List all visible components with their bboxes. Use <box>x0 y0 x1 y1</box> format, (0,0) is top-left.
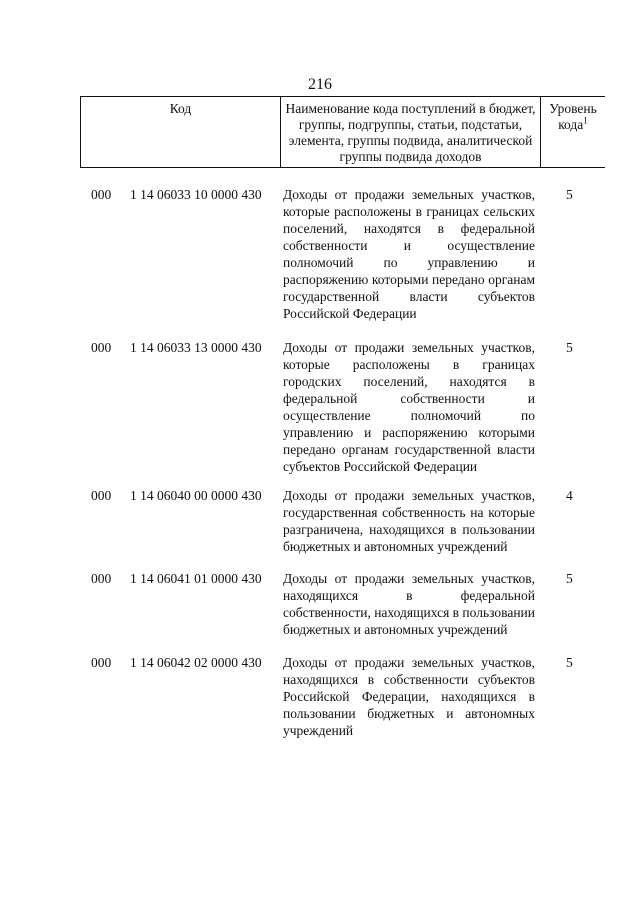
row-level: 5 <box>566 655 573 670</box>
row-description: Доходы от продажи земельных участков, находящихся в федеральной собственности, находящихся в пользовании бюджетных и автономных учреждений <box>283 571 535 637</box>
row-prefix: 000 <box>91 340 112 355</box>
row-description: Доходы от продажи земельных участков, которые расположены в границах сельских поселений, находятся в федеральной собственности и осуществление полномочий по управлению и распоряжению которыми передано органам государственной власти субъектов Российской Федерации <box>283 187 535 321</box>
row-code: 1 14 06033 13 0000 430 <box>130 340 262 355</box>
header-code-label: Код <box>169 101 192 116</box>
header-level-cell <box>541 97 605 167</box>
page-number: 216 <box>308 76 332 93</box>
row-description: Доходы от продажи земельных участков, государственная собственность на которые разграничена, находящихся в пользовании бюджетных и автономных учреждений <box>283 488 535 554</box>
row-prefix: 000 <box>91 655 112 670</box>
header-name-cell <box>281 97 541 167</box>
row-level: 4 <box>566 488 573 503</box>
row-level: 5 <box>566 571 573 586</box>
row-code: 1 14 06033 10 0000 430 <box>130 187 262 202</box>
row-level: 5 <box>566 340 573 355</box>
table-header <box>80 96 605 168</box>
row-code: 1 14 06041 01 0000 430 <box>130 571 262 586</box>
header-code-cell <box>81 97 281 167</box>
row-code: 1 14 06040 00 0000 430 <box>130 488 262 503</box>
row-level: 5 <box>566 187 573 202</box>
row-description: Доходы от продажи земельных участков, которые расположены в границах городских поселений, находятся в федеральной собственности и осуществление полномочий по управлению и распоряжению которыми передано органам государственной власти субъектов Российской Федерации <box>283 340 535 474</box>
row-prefix: 000 <box>91 571 112 586</box>
header-level-footnote: 1 <box>583 115 588 126</box>
row-code: 1 14 06042 02 0000 430 <box>130 655 262 670</box>
header-level-label: Уровень кода <box>549 101 597 132</box>
row-description: Доходы от продажи земельных участков, находящихся в собственности субъектов Российской Федерации, находящихся в пользовании бюджетных и автономных учреждений <box>283 655 535 738</box>
row-prefix: 000 <box>91 187 112 202</box>
header-name-label: Наименование кода поступлений в бюджет, группы, подгруппы, статьи, подстатьи, элемента, группы подвида, аналитической группы подвида доходов <box>285 101 536 164</box>
row-prefix: 000 <box>91 488 112 503</box>
